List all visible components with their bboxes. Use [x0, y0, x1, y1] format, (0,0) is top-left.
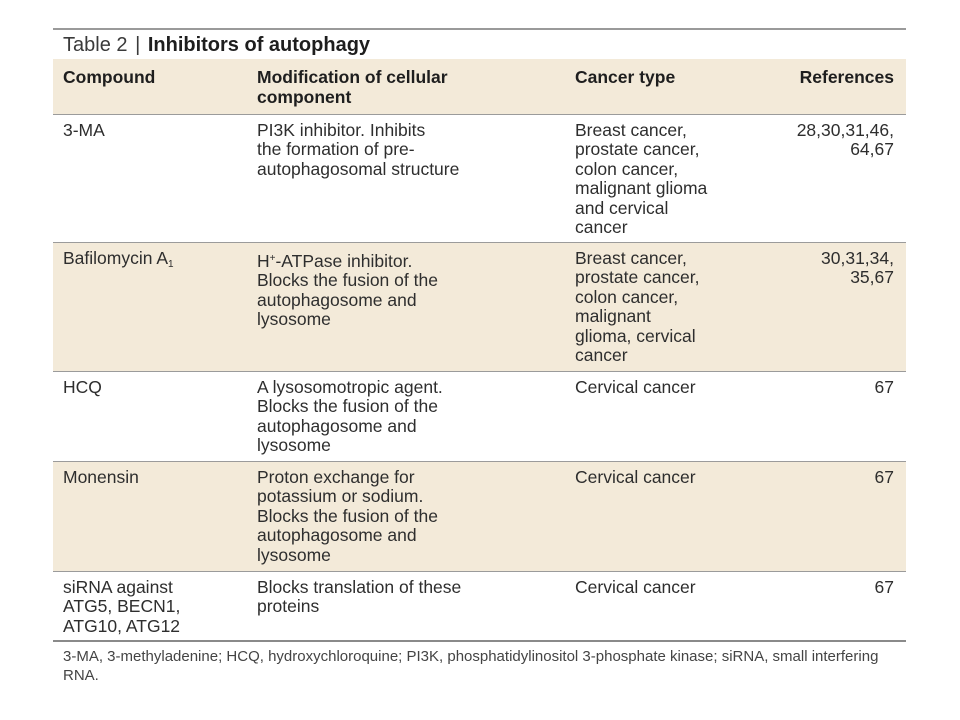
caption-separator: |	[135, 34, 141, 56]
cell-references: 67	[874, 376, 894, 397]
cell-cancer-type: Cervical cancer	[575, 576, 696, 597]
header-modification: Modification of cellular component	[257, 67, 448, 107]
cell-compound: HCQ	[63, 376, 102, 397]
header-compound: Compound	[63, 67, 156, 87]
cell-references: 67	[874, 576, 894, 597]
table-title: Inhibitors of autophagy	[147, 34, 371, 56]
cell-cancer-type: Cervical cancer	[575, 376, 696, 397]
top-rule	[53, 28, 906, 30]
table-row	[53, 571, 906, 640]
cell-compound: Monensin	[63, 466, 139, 487]
cell-references: 30,31,34, 35,67	[821, 247, 894, 287]
cell-compound: siRNA against ATG5, BECN1, ATG10, ATG12	[63, 576, 181, 636]
header-references: References	[799, 67, 894, 87]
table-row	[53, 114, 906, 242]
inhibitors-table	[53, 59, 906, 640]
table-caption	[63, 33, 370, 57]
cell-modification: H+-ATPase inhibitor. Blocks the fusion of the autophagosome and lysosome	[257, 250, 438, 329]
header-cancer-type: Cancer type	[575, 67, 676, 87]
table-row	[53, 461, 906, 571]
cell-cancer-type: Breast cancer, prostate cancer, colon cancer, malignant glioma, cervical cancer	[575, 247, 700, 365]
cell-cancer-type: Breast cancer, prostate cancer, colon cancer, malignant glioma and cervical cancer	[575, 119, 708, 237]
table-footnote: 3-MA, 3-methyladenine; HCQ, hydroxychloroquine; PI3K, phosphatidylinositol 3-phosphate kinase; siRNA, small interfering RNA.	[63, 648, 879, 684]
table-row	[53, 242, 906, 371]
cell-references: 28,30,31,46, 64,67	[796, 119, 894, 159]
cell-modification: Proton exchange for potassium or sodium. Blocks the fusion of the autophagosome and lysosome	[257, 466, 438, 565]
bottom-rule	[53, 640, 906, 642]
cell-modification: Blocks translation of these proteins	[257, 576, 462, 616]
header-row	[53, 59, 906, 114]
cell-modification: PI3K inhibitor. Inhibits the formation of pre- autophagosomal structure	[257, 119, 460, 179]
table-number: Table 2	[63, 34, 128, 56]
cell-modification: A lysosomotropic agent. Blocks the fusion of the autophagosome and lysosome	[257, 376, 443, 455]
cell-cancer-type: Cervical cancer	[575, 466, 696, 487]
cell-compound: 3-MA	[63, 119, 105, 140]
cell-compound: Bafilomycin $A_1$	[63, 247, 174, 270]
cell-references: 67	[874, 466, 894, 487]
table-row	[53, 371, 906, 461]
